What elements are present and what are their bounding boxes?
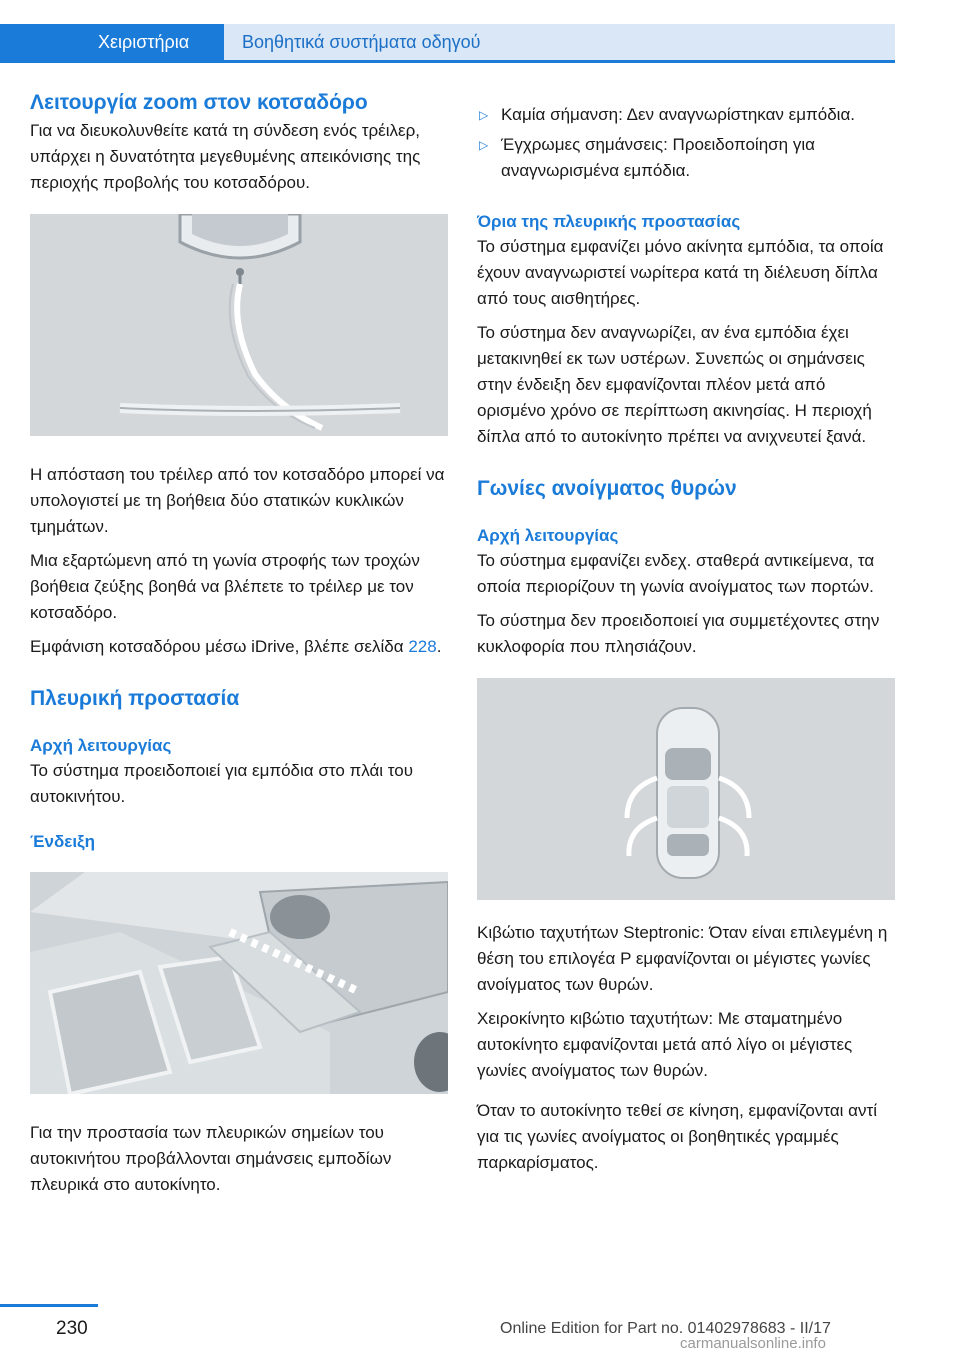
zoom-paragraph-3-end: . [436,637,442,656]
hitch-zoom-svg [30,214,448,436]
side-protection-illustration [30,872,448,1094]
bullet-text: Καμία σήμανση: Δεν αναγνωρίστηκαν εμπόδια. [501,105,855,124]
tab-driver-assistance[interactable]: Βοηθητικά συστήματα οδηγού [224,24,895,60]
triangle-bullet-icon: ▷ [479,108,489,122]
door-angles-heading: Γωνίες ανοίγματος θυρών [477,477,737,500]
header-divider [0,60,895,63]
door-angles-paragraph-3: Κιβώτιο ταχυτήτων Steptronic: Όταν είναι επιλεγμένη η θέση του επιλογέα P εμφανίζονται οι μέγιστες γωνίες ανοίγματος των θυρών. [477,923,888,994]
display-heading: Ένδειξη [30,832,96,851]
right-column [477,102,895,1184]
zoom-heading: Λειτουργία zoom στον κοτσαδόρο [30,91,368,114]
display-paragraph: Για την προστασία των πλευρικών σημείων του αυτοκινήτου προβάλλονται σημάνσεις εμποδίων πλευρικά στο αυτοκίνητο. [30,1123,392,1194]
zoom-paragraph-1: Η απόσταση του τρέιλερ από τον κοτσαδόρο μπορεί να υπολογιστεί με τη βοήθεια δύο στατικών κυκλικών τμημάτων. [30,465,445,536]
zoom-intro: Για να διευκολυνθείτε κατά τη σύνδεση ενός τρέιλερ, υπάρχει η δυνατότητα μεγεθυμένης απεικόνισης της περιοχής προβολής του κοτσαδόρου. [30,121,421,192]
marking-bullet-list [477,102,895,184]
zoom-paragraph-3-text: Εμφάνιση κοτσαδόρου μέσω iDrive, βλέπε σελίδα [30,637,404,656]
door-angles-paragraph-5: Όταν το αυτοκίνητο τεθεί σε κίνηση, εμφανίζονται αντί για τις γωνίες ανοίγματος οι βοηθητικές γραμμές παρκαρίσματος. [477,1101,877,1172]
bullet-text: Έγχρωμες σημάνσεις: Προειδοποίηση για αναγνωρισμένα εμπόδια. [501,135,815,180]
limits-paragraph-2: Το σύστημα δεν αναγνωρίζει, αν ένα εμπόδια έχει μετακινηθεί εκ των υστέρων. Συνεπώς οι σημάνσεις στην ένδειξη δεν εμφανίζονται πλέον μετά από ορισμένο χρόνο σε περίπτωση ακινησίας. Η περιοχή δίπλα από το αυτοκίνητο πρέπει να ανιχνευτεί ξανά. [477,323,872,446]
door-angles-svg [477,678,895,900]
side-protection-paragraph: Το σύστημα προειδοποιεί για εμπόδια στο πλάι του αυτοκινήτου. [30,761,414,806]
door-angles-paragraph-2: Το σύστημα δεν προειδοποιεί για συμμετέχοντες στην κυκλοφορία που πλησιάζουν. [477,611,880,656]
left-column [30,90,448,1206]
page-number: 230 [56,1318,88,1339]
side-protection-svg [30,872,448,1094]
limits-paragraph-1: Το σύστημα εμφανίζει μόνο ακίνητα εμπόδια, τα οποία έχουν αναγνωριστεί νωρίτερα κατά τη διέλευση δίπλα από τους αισθητήρες. [477,237,884,308]
header-tabs [0,24,895,64]
page-link-228[interactable]: 228 [408,637,437,656]
triangle-bullet-icon: ▷ [479,138,489,152]
zoom-paragraph-2: Μια εξαρτώμενη από τη γωνία στροφής των τροχών βοήθεια ζεύξης βοηθά να βλέπετε το τρέιλερ με τον κοτσαδόρο. [30,551,420,622]
watermark-text: carmanualsonline.info [680,1335,826,1352]
door-angles-illustration [477,678,895,900]
bullet-item-no-marking [477,102,895,128]
door-angles-paragraph-4: Χειροκίνητο κιβώτιο ταχυτήτων: Με σταματημένο αυτοκίνητο εμφανίζονται μετά από λίγο οι μέγιστες γωνίες ανοίγματος των θυρών. [477,1009,853,1080]
bullet-item-colored-marking [477,132,895,184]
hitch-zoom-illustration [30,214,448,436]
door-angles-paragraph-1: Το σύστημα εμφανίζει ενδεχ. σταθερά αντικείμενα, τα οποία περιορίζουν τη γωνία ανοίγματος των πορτών. [477,551,875,596]
edition-note: Online Edition for Part no. 01402978683 - II/17 [500,1320,831,1337]
footer-divider [0,1304,98,1307]
tab-controls[interactable]: Χειριστήρια [0,24,224,60]
door-angles-subheading: Αρχή λειτουργίας [477,526,619,545]
zoom-paragraph-3 [30,634,448,660]
limits-heading: Όρια της πλευρικής προστασίας [477,212,741,231]
side-protection-subheading: Αρχή λειτουργίας [30,736,172,755]
side-protection-heading: Πλευρική προστασία [30,687,240,710]
